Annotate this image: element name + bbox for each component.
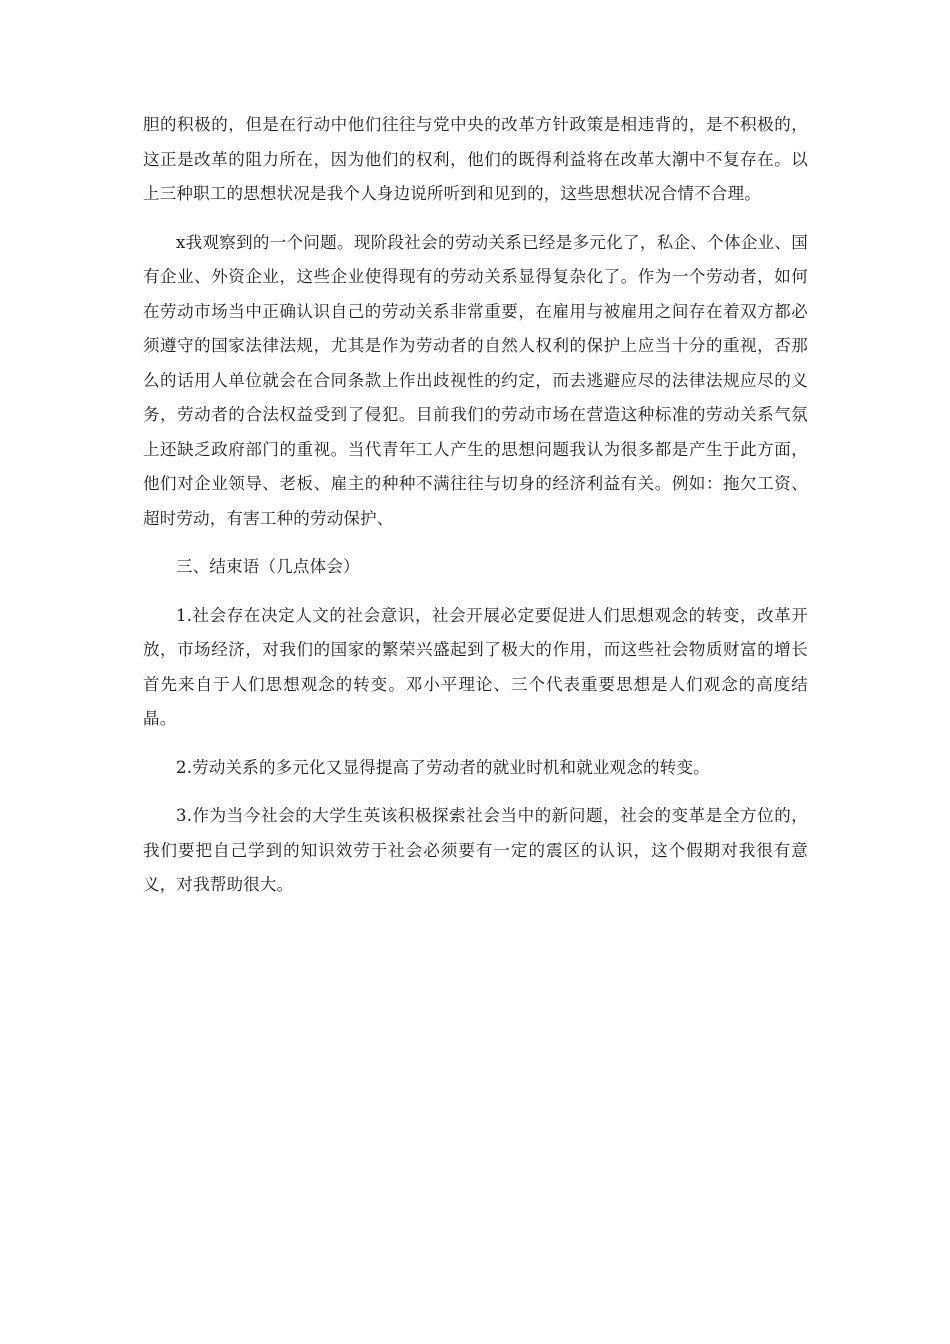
conclusion-item-3: 3.作为当今社会的大学生英该积极探索社会当中的新问题，社会的变革是全方位的，我们要把自己学到的知识效劳于社会必须要有一定的震区的认识，这个假期对我很有意义，对我帮助很大。	[143, 806, 808, 894]
document-body	[143, 108, 808, 917]
conclusion-item-1: 1.社会存在决定人文的社会意识，社会开展必定要促进人们思想观念的转变，改革开放，市场经济，对我们的国家的繁荣兴盛起到了极大的作用，而这些社会物质财富的增长首先来自于人们思想观念的转变。邓小平理论、三个代表重要思想是人们观念的高度结晶。	[143, 605, 808, 728]
paragraph-continuation: 胆的积极的，但是在行动中他们往往与党中央的改革方针政策是相违背的，是不积极的，这正是改革的阻力所在，因为他们的权利，他们的既得利益将在改革大潮中不复存在。以上三种职工的思想状况是我个人身边说所听到和见到的，这些思想状况合情不合理。	[143, 115, 808, 203]
section-heading-conclusion: 三、结束语（几点体会）	[176, 557, 360, 576]
paragraph-labor-relations: x我观察到的一个问题。现阶段社会的劳动关系已经是多元化了，私企、个体企业、国有企业、外资企业，这些企业使得现有的劳动关系显得复杂化了。作为一个劳动者，如何在劳动市场当中正确认识自己的劳动关系非常重要，在雇用与被雇用之间存在着双方都必须遵守的国家法律法规，尤其是作为劳动者的自然人权利的保护上应当十分的重视，否那么的话用人单位就会在合同条款上作出歧视性的约定，而去逃避应尽的法律法规应尽的义务，劳动者的合法权益受到了侵犯。目前我们的劳动市场在营造这种标准的劳动关系气氛上还缺乏政府部门的重视。当代青年工人产生的思想问题我认为很多都是产生于此方面，他们对企业领导、老板、雇主的种种不满往往与切身的经济利益有关。例如：拖欠工资、超时劳动，有害工种的劳动保护、	[143, 232, 808, 528]
conclusion-item-2: 2.劳动关系的多元化又显得提高了劳动者的就业时机和就业观念的转变。	[176, 757, 710, 777]
